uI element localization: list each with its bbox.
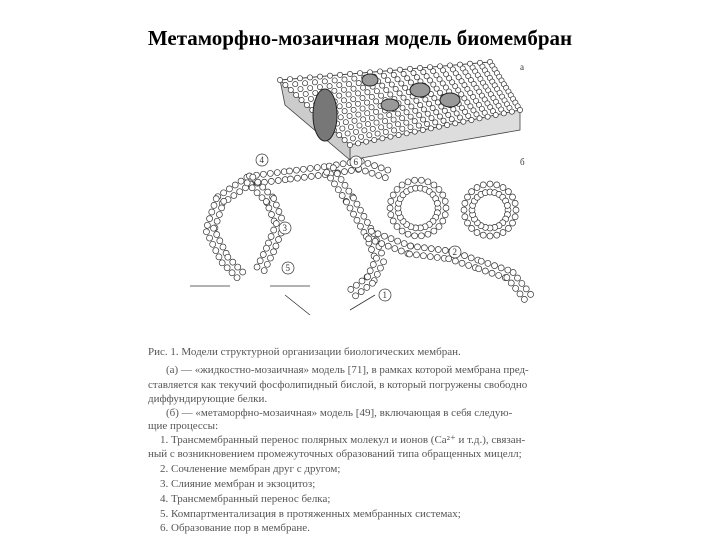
caption-line: 3. Слияние мембран и экзоцитоз; [160, 478, 316, 490]
callout-number: 6 [353, 157, 358, 167]
caption-line: Рис. 1. Модели структурной организации биологических мембран. [148, 346, 461, 358]
caption-line: диффундирующие белки. [148, 393, 268, 405]
callout-number: 4 [259, 155, 264, 165]
caption-line: щие процессы: [148, 420, 219, 432]
caption-line: ный с возникновением промежуточных образований типа обращенных мицелл; [148, 448, 522, 460]
slide-title: Метаморфно-мозаичная модель биомембран [147, 26, 573, 50]
caption-line: 4. Трансмембранный перенос белка; [160, 493, 331, 505]
caption-line: ставляется как текучий фосфолипидный бислой, в который погружены свободно [148, 379, 528, 391]
membrane-models-figure [190, 50, 550, 340]
metamorphic-mosaic-membrane-system [190, 154, 534, 315]
callout-number: 5 [285, 263, 290, 273]
callout-number: 3 [282, 223, 287, 233]
caption-line: 2. Сочленение мембран друг с другом; [160, 463, 341, 475]
caption-line: 6. Образование пор в мембране. [160, 522, 310, 534]
callout-number: 1 [382, 290, 387, 300]
callout-number: 2 [452, 247, 457, 257]
label-b: б [520, 157, 525, 167]
caption-line: (а) — «жидкостно-мозаичная» модель [71], в рамках которой мембрана пред- [166, 364, 529, 376]
caption-line: 1. Трансмембранный перенос полярных молекул и ионов (Ca²⁺ и т.д.), связан- [160, 434, 526, 446]
integral-protein [313, 89, 337, 141]
fluid-mosaic-membrane-block [277, 59, 524, 160]
label-a: а [520, 62, 524, 72]
caption-line: (б) — «метаморфно-мозаичная» модель [49], включающая в себя следую- [166, 407, 513, 419]
caption-line: 5. Компартментализация в протяженных мембранных системах; [160, 508, 461, 520]
